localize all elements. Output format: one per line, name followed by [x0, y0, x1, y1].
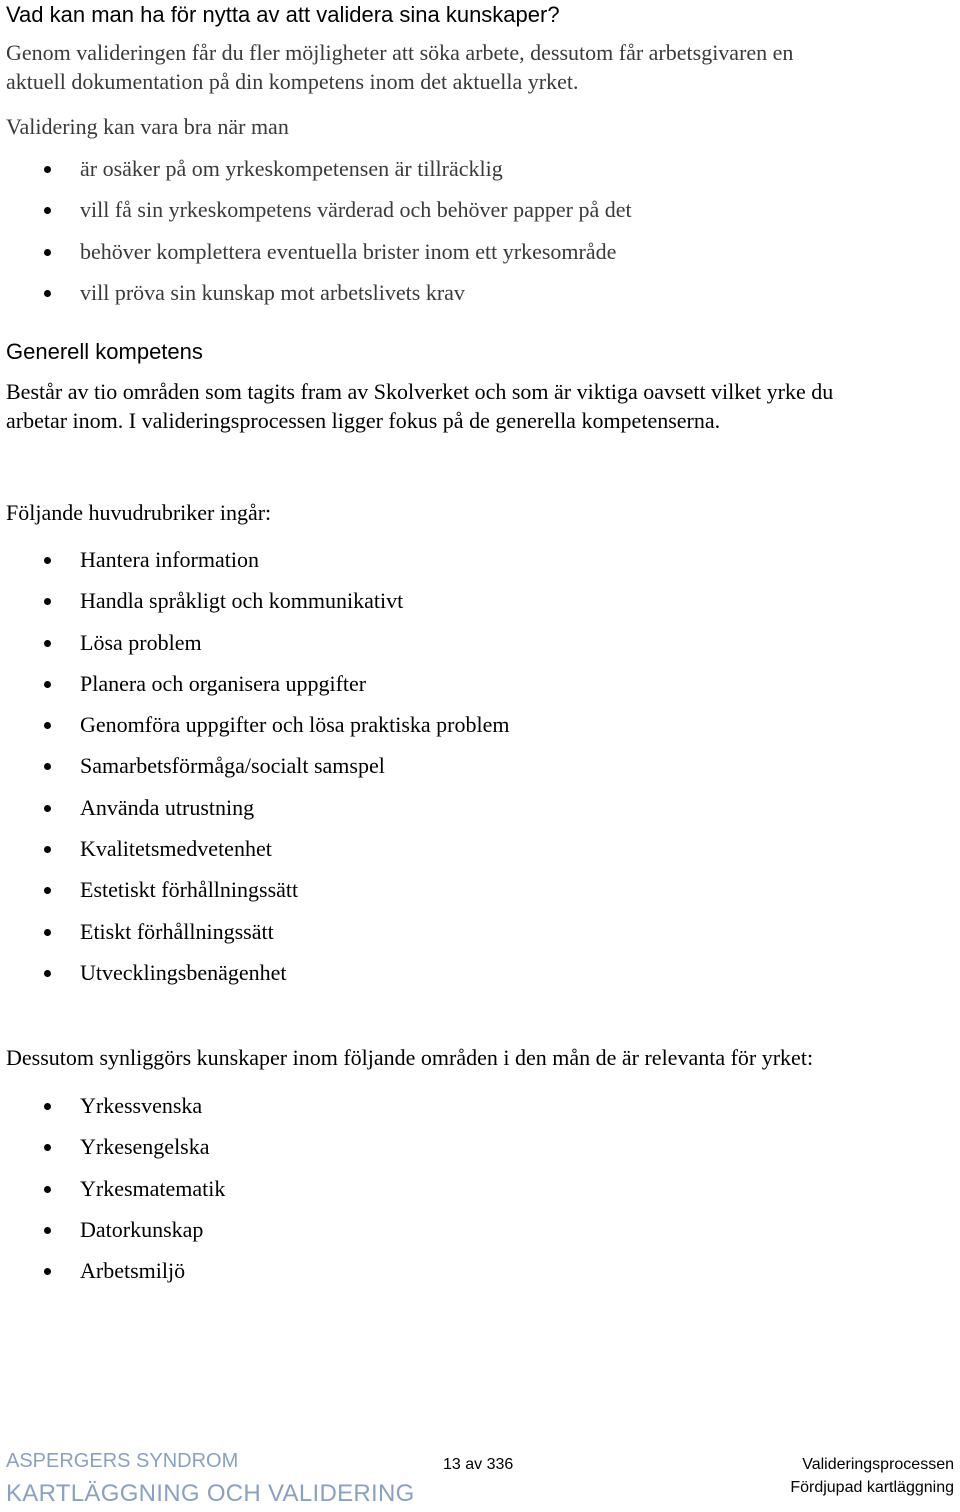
- list-item: Estetiskt förhållningssätt: [0, 875, 509, 916]
- bullet-icon: [44, 805, 51, 812]
- validering-list: [0, 154, 632, 319]
- bullet-icon: [44, 598, 51, 605]
- list-item: Yrkesengelska: [0, 1132, 225, 1173]
- bullet-icon: [44, 249, 51, 256]
- list-item: Lösa problem: [0, 628, 509, 669]
- footer-subsection-title: Fördjupad kartläggning: [790, 1479, 954, 1496]
- list-item: Etiskt förhållningssätt: [0, 917, 509, 958]
- generell-line-1: Består av tio områden som tagits fram av Skolverket och som är viktiga oavsett vilket yrke du: [6, 379, 834, 404]
- bullet-icon: [44, 1103, 51, 1110]
- intro-line-1: Genom valideringen får du fler möjligheter att söka arbete, dessutom får arbetsgivaren en: [6, 40, 794, 65]
- dessutom-list: [0, 1091, 225, 1297]
- footer-brand-top: ASPERGERS SYNDROM: [6, 1450, 239, 1472]
- footer-section-title: Valideringsprocessen: [802, 1456, 954, 1473]
- generell-line-2: arbetar inom. I valideringsprocessen ligger fokus på de generella kompetenserna.: [6, 408, 721, 433]
- validering-lead: Validering kan vara bra när man: [6, 114, 289, 139]
- list-item: Kvalitetsmedvetenhet: [0, 834, 509, 875]
- bullet-icon: [44, 887, 51, 894]
- bullet-icon: [44, 207, 51, 214]
- list-item: Yrkesmatematik: [0, 1174, 225, 1215]
- bullet-icon: [44, 1268, 51, 1275]
- list-item: Utvecklingsbenägenhet: [0, 958, 509, 999]
- bullet-icon: [44, 166, 51, 173]
- list-item: Datorkunskap: [0, 1215, 225, 1256]
- list-item: Hantera information: [0, 545, 509, 586]
- bullet-icon: [44, 763, 51, 770]
- bullet-icon: [44, 929, 51, 936]
- intro-line-2: aktuell dokumentation på din kompetens inom det aktuella yrket.: [6, 69, 579, 94]
- dessutom-lead: Dessutom synliggörs kunskaper inom följande områden i den mån de är relevanta för yrket:: [6, 1045, 814, 1070]
- section-heading-generell: Generell kompetens: [6, 339, 203, 364]
- huvudrubriker-list: [0, 545, 509, 999]
- bullet-icon: [44, 290, 51, 297]
- list-item: vill få sin yrkeskompetens värderad och behöver papper på det: [0, 195, 632, 236]
- list-item: Arbetsmiljö: [0, 1256, 225, 1297]
- bullet-icon: [44, 1186, 51, 1193]
- bullet-icon: [44, 1227, 51, 1234]
- list-item: Handla språkligt och kommunikativt: [0, 586, 509, 627]
- list-item: Planera och organisera uppgifter: [0, 669, 509, 710]
- bullet-icon: [44, 681, 51, 688]
- huvudrubriker-lead: Följande huvudrubriker ingår:: [6, 500, 272, 525]
- list-item: behöver komplettera eventuella brister inom ett yrkesområde: [0, 237, 632, 278]
- list-item: Använda utrustning: [0, 793, 509, 834]
- bullet-icon: [44, 557, 51, 564]
- list-item: Genomföra uppgifter och lösa praktiska problem: [0, 710, 509, 751]
- bullet-icon: [44, 640, 51, 647]
- list-item: är osäker på om yrkeskompetensen är tillräcklig: [0, 154, 632, 195]
- list-item: vill pröva sin kunskap mot arbetslivets krav: [0, 278, 632, 319]
- list-item: Samarbetsförmåga/socialt samspel: [0, 751, 509, 792]
- footer-brand-bottom: KARTLÄGGNING OCH VALIDERING: [6, 1480, 415, 1507]
- page-heading: Vad kan man ha för nytta av att validera sina kunskaper?: [6, 2, 560, 27]
- page-number: 13 av 336: [443, 1456, 514, 1473]
- bullet-icon: [44, 846, 51, 853]
- bullet-icon: [44, 1144, 51, 1151]
- bullet-icon: [44, 722, 51, 729]
- bullet-icon: [44, 970, 51, 977]
- list-item: Yrkessvenska: [0, 1091, 225, 1132]
